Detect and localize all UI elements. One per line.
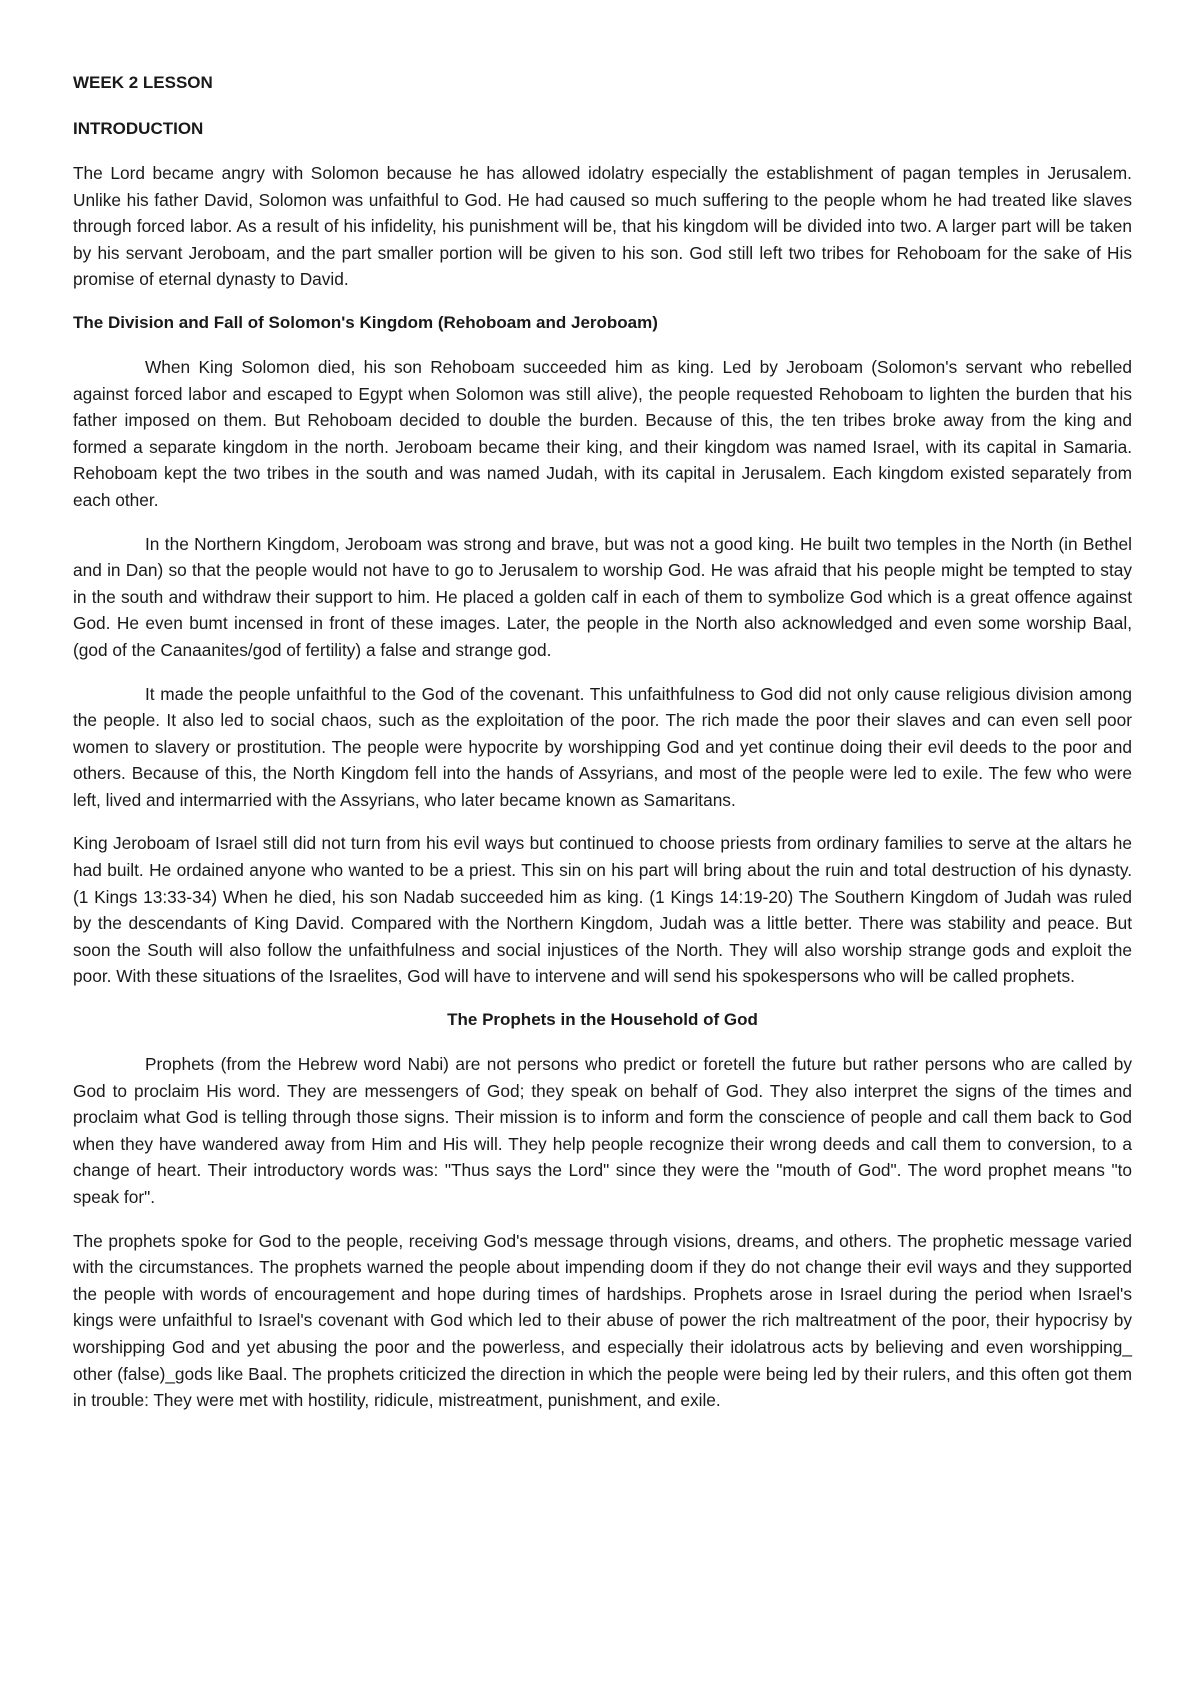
introduction-heading: INTRODUCTION xyxy=(73,119,204,138)
week-heading: WEEK 2 LESSON xyxy=(73,73,213,92)
prophets-paragraph-1: Prophets (from the Hebrew word Nabi) are not persons who predict or foretell the future but rather persons who are called by God to proclaim His word. They are messengers of God; they speak on behalf of God. They also interpret the signs of the times and proclaim what God is telling through those signs. Their mission is to inform and form the conscience of people and call them back to God when they have wandered away from Him and His will. They help people recognize their wrong deeds and call them to conversion, to a change of heart. Their introductory words was: "Thus says the Lord" since they were the "mouth of God". The word prophet means "to speak for". xyxy=(73,1054,1132,1207)
division-paragraph-1: When King Solomon died, his son Rehoboam succeeded him as king. Led by Jeroboam (Solomon's servant who rebelled against forced labor and escaped to Egypt when Solomon was still alive), the people requested Rehoboam to lighten the burden that his father imposed on them. But Rehoboam decided to double the burden. Because of this, the ten tribes broke away from the king and formed a separate kingdom in the north. Jeroboam became their king, and their kingdom was named Israel, with its capital in Samaria. Rehoboam kept the two tribes in the south and was named Judah, with its capital in Jerusalem. Each kingdom existed separately from each other. xyxy=(73,356,1132,510)
prophets-paragraph-2: The prophets spoke for God to the people, receiving God's message through visions, dreams, and others. The prophetic message varied with the circumstances. The prophets warned the people about impending doom if they do not change their evil ways and they supported the people with words of encouragement and hope during times of hardships. Prophets arose in Israel during the period when Israel's kings were unfaithful to Israel's covenant with God which led to their abuse of power the rich maltreatment of the poor, their hypocrisy by worshipping God and yet abusing the poor and the powerless, and especially their idolatrous acts by believing and even worshipping_ other (false)_gods like Baal. The prophets criticized the direction in which the people were being led by their rulers, and this often got them in trouble: They were met with hostility, ridicule, mistreatment, punishment, and exile. xyxy=(73,1230,1132,1411)
division-paragraph-4: King Jeroboam of Israel still did not turn from his evil ways but continued to choose priests from ordinary families to serve at the altars he had built. He ordained anyone who wanted to be a priest. This sin on his part will bring about the ruin and total destruction of his dynasty. (1 Kings 13:33-34) When he died, his son Nadab succeeded him as king. (1 Kings 14:19-20) The Southern Kingdom of Judah was ruled by the descendants of King David. Compared with the Northern Kingdom, Judah was a little better. There was stability and peace. But soon the South will also follow the unfaithfulness and social injustices of the North. They will also worship strange gods and exploit the poor. With these situations of the Israelites, God will have to intervene and will send his spokespersons who will be called prophets. xyxy=(73,833,1132,987)
document-page xyxy=(73,70,1132,1431)
section-prophets-heading: The Prophets in the Household of God xyxy=(447,1010,758,1030)
section-division-heading: The Division and Fall of Solomon's Kingdom (Rehoboam and Jeroboam) xyxy=(73,312,658,332)
division-paragraph-3: It made the people unfaithful to the God of the covenant. This unfaithfulness to God did not only cause religious division among the people. It also led to social chaos, such as the exploitation of the poor. The rich made the poor their slaves and can even sell poor women to slavery or prostitution. The people were hypocrite by worshipping God and yet continue doing their evil deeds to the poor and others. Because of this, the North Kingdom fell into the hands of Assyrians, and most of the people were led to exile. The few who were left, lived and intermarried with the Assyrians, who later became known as Samaritans. xyxy=(73,683,1132,810)
division-paragraph-2: In the Northern Kingdom, Jeroboam was strong and brave, but was not a good king. He built two temples in the North (in Bethel and in Dan) so that the people would not have to go to Jerusalem to worship God. He was afraid that his people might be tempted to stay in the south and withdraw their support to him. He placed a golden calf in each of them to symbolize God which is a great offence against God. He even bumt incensed in front of these images. Later, the people in the North also acknowledged and even some worship Baal, (god of the Canaanites/god of fertility) a false and strange god. xyxy=(73,533,1132,660)
introduction-paragraph: The Lord became angry with Solomon because he has allowed idolatry especially the establishment of pagan temples in Jerusalem. Unlike his father David, Solomon was unfaithful to God. He had caused so much suffering to the people whom he had treated like slaves through forced labor. As a result of his infidelity, his punishment will be, that his kingdom will be divided into two. A larger part will be taken by his servant Jeroboam, and the part smaller portion will be given to his son. God still left two tribes for Rehoboam for the sake of His promise of eternal dynasty to David. xyxy=(73,163,1132,290)
